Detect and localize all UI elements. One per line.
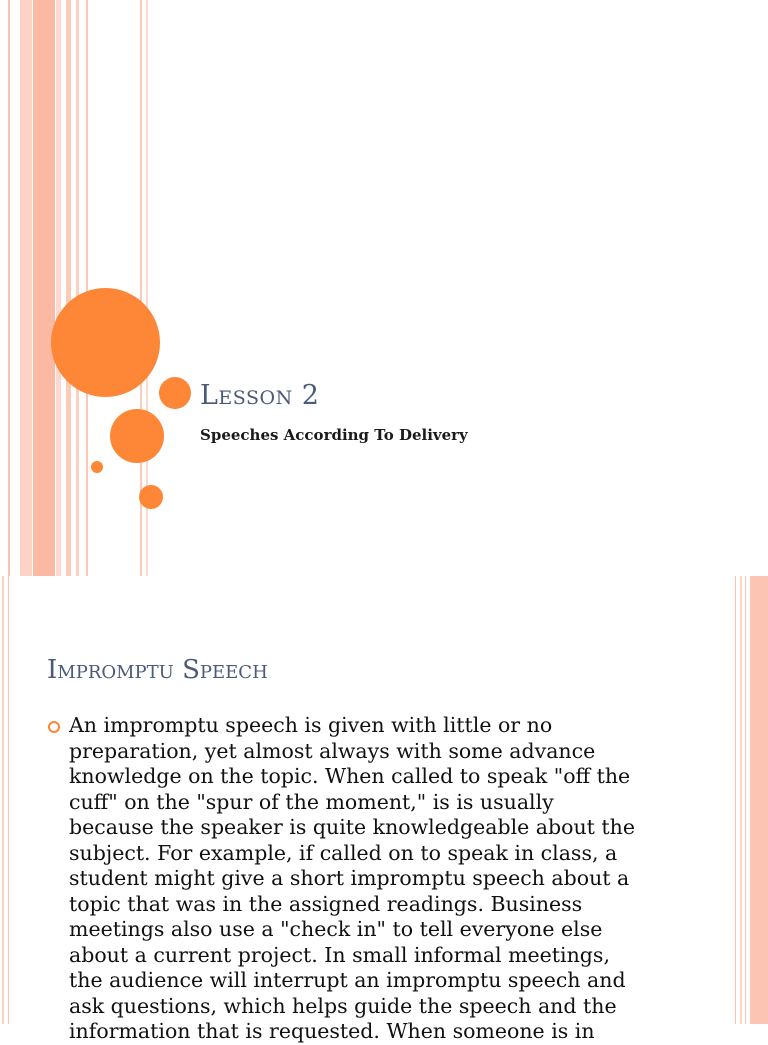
decor-stripe <box>735 576 736 1024</box>
bullet-item <box>48 713 668 1045</box>
decor-stripe <box>56 0 61 576</box>
decor-stripe <box>740 576 742 1024</box>
slide-title: Impromptu Speech <box>47 655 268 685</box>
decor-stripe <box>33 0 55 576</box>
decor-stripe <box>2 576 4 1024</box>
decor-circle-medium <box>110 409 164 463</box>
slide-title: Lesson 2 <box>200 380 320 411</box>
decor-stripe <box>76 0 79 576</box>
decor-stripe <box>750 576 768 1024</box>
decor-stripe <box>8 0 10 576</box>
decor-stripe <box>8 576 9 1024</box>
decor-stripe <box>745 576 746 1024</box>
decor-circle-large <box>51 288 160 397</box>
content-slide <box>0 576 768 1043</box>
decor-stripe <box>86 0 88 576</box>
bullet-circle-icon <box>48 721 60 733</box>
decor-stripe <box>20 0 32 576</box>
decor-circle-tiny <box>91 461 103 473</box>
decor-circle-small <box>139 485 163 509</box>
decor-circle-small <box>159 377 191 409</box>
decor-stripe <box>66 0 71 576</box>
slide-subtitle: Speeches According To Delivery <box>200 426 468 444</box>
bullet-text: An impromptu speech is given with little or no preparation, yet almost always with some advance knowledge on the topic. When called to speak "off the cuff" on the "spur of the moment," is is usually because the speaker is quite knowledgeable about the subject. For example, if called on to speak in class, a student might give a short impromptu speech about a topic that was in the assigned readings. Business meetings also use a "check in" to tell everyone else about a current project. In small informal meetings, the audience will interrupt an impromptu speech and ask questions, which helps guide the speech and the information that is requested. When someone is in <box>69 713 635 1043</box>
